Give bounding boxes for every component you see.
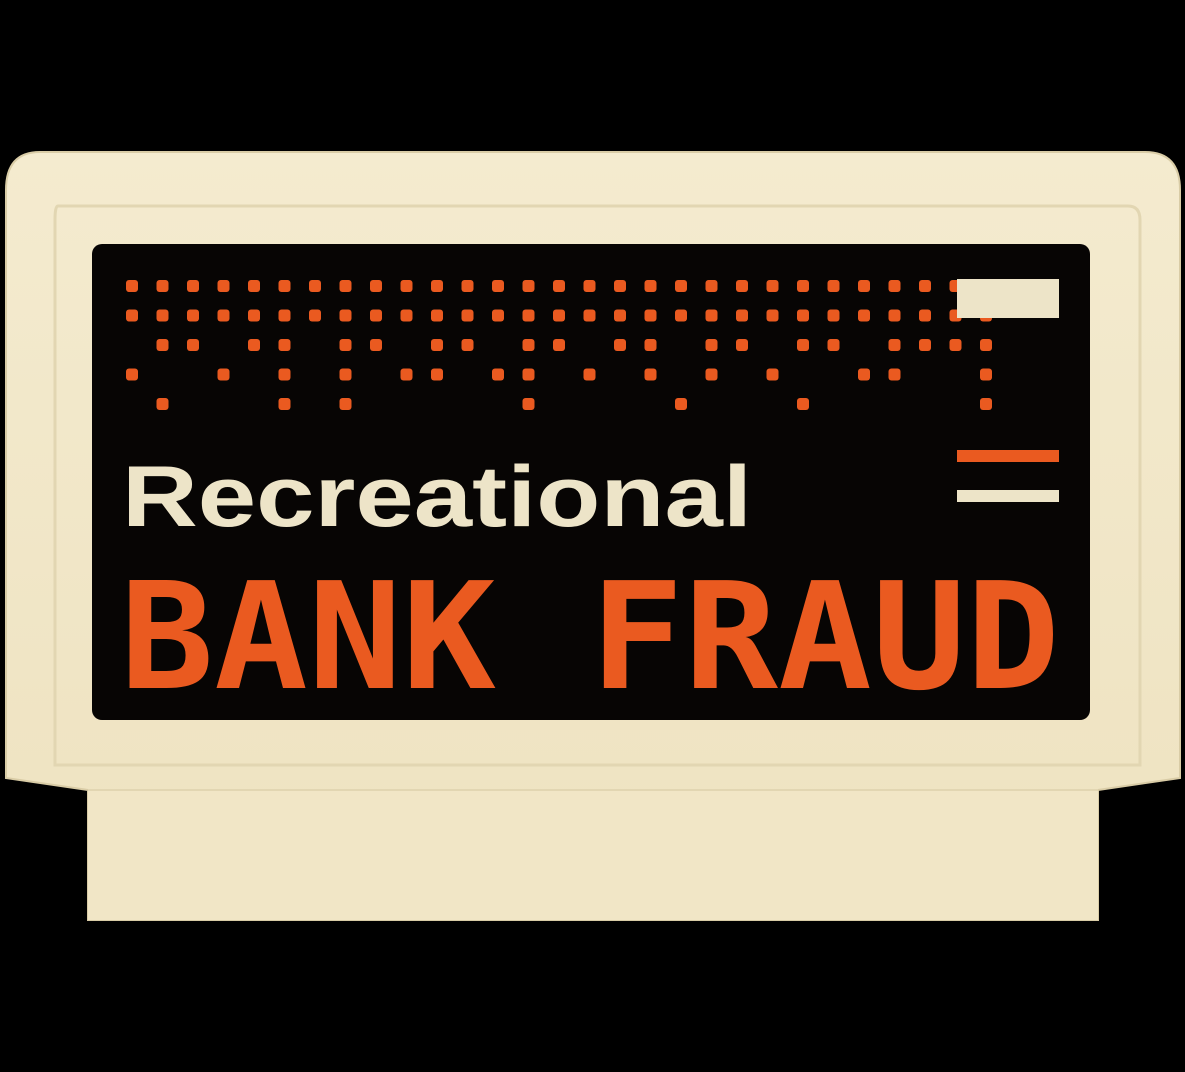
dot [950,339,962,351]
dot [157,339,169,351]
dot [279,369,291,381]
dot [645,280,657,292]
dot [675,398,687,410]
label-title: BANK FRAUD [120,551,1060,723]
dot [492,369,504,381]
dot [889,339,901,351]
dot [492,280,504,292]
dot [401,310,413,322]
dot [309,310,321,322]
dot [553,310,565,322]
dot [431,339,443,351]
dot [462,280,474,292]
dot [584,280,596,292]
dot [431,310,443,322]
dot [614,280,626,292]
dot [309,280,321,292]
dot [614,310,626,322]
cream-stripe [957,490,1059,502]
dot [370,310,382,322]
dot [858,369,870,381]
dot [523,310,535,322]
dot [248,310,260,322]
dot [187,280,199,292]
dot [218,310,230,322]
dot [736,339,748,351]
dot [126,310,138,322]
dot [218,280,230,292]
dot [706,280,718,292]
dot [797,339,809,351]
dot [370,339,382,351]
cartridge-label [92,244,1090,723]
dot [279,398,291,410]
dot [645,310,657,322]
dot [767,310,779,322]
dot [889,369,901,381]
dot [828,280,840,292]
dot [980,369,992,381]
dot [553,339,565,351]
dot [279,310,291,322]
dot [614,339,626,351]
dot [492,310,504,322]
dot [279,280,291,292]
dot [736,310,748,322]
dot [523,369,535,381]
dot [919,339,931,351]
dot [980,339,992,351]
orange-stripe [957,450,1059,462]
dot [431,369,443,381]
dot [523,339,535,351]
dot [157,310,169,322]
dot [340,369,352,381]
dot [126,369,138,381]
dot [279,339,291,351]
dot [797,280,809,292]
dot [919,310,931,322]
dot [675,310,687,322]
dot [797,398,809,410]
dot [401,369,413,381]
dot [187,339,199,351]
dot [645,369,657,381]
dot [340,280,352,292]
dot [919,280,931,292]
dot [126,280,138,292]
dot [645,339,657,351]
dot [675,280,687,292]
dot [157,280,169,292]
dot [980,398,992,410]
dot [706,339,718,351]
dot [248,339,260,351]
dot [858,280,870,292]
dot [584,369,596,381]
dot [736,280,748,292]
dot [858,310,870,322]
cartridge-connector [88,790,1098,920]
dot [828,310,840,322]
dot [370,280,382,292]
dot [218,369,230,381]
label-subtitle: Recreational [122,449,752,545]
dot [340,339,352,351]
dot [431,280,443,292]
dot [340,398,352,410]
dot [889,280,901,292]
dot [248,280,260,292]
dot [157,398,169,410]
dot [767,369,779,381]
dot [889,310,901,322]
dot [523,280,535,292]
dot [797,310,809,322]
dot [828,339,840,351]
dot [462,339,474,351]
dot [706,310,718,322]
dot [767,280,779,292]
dot [553,280,565,292]
dot [401,280,413,292]
dot [706,369,718,381]
dot [340,310,352,322]
dot [523,398,535,410]
dot [187,310,199,322]
corner-tag [957,279,1059,318]
dot [584,310,596,322]
dot [462,310,474,322]
